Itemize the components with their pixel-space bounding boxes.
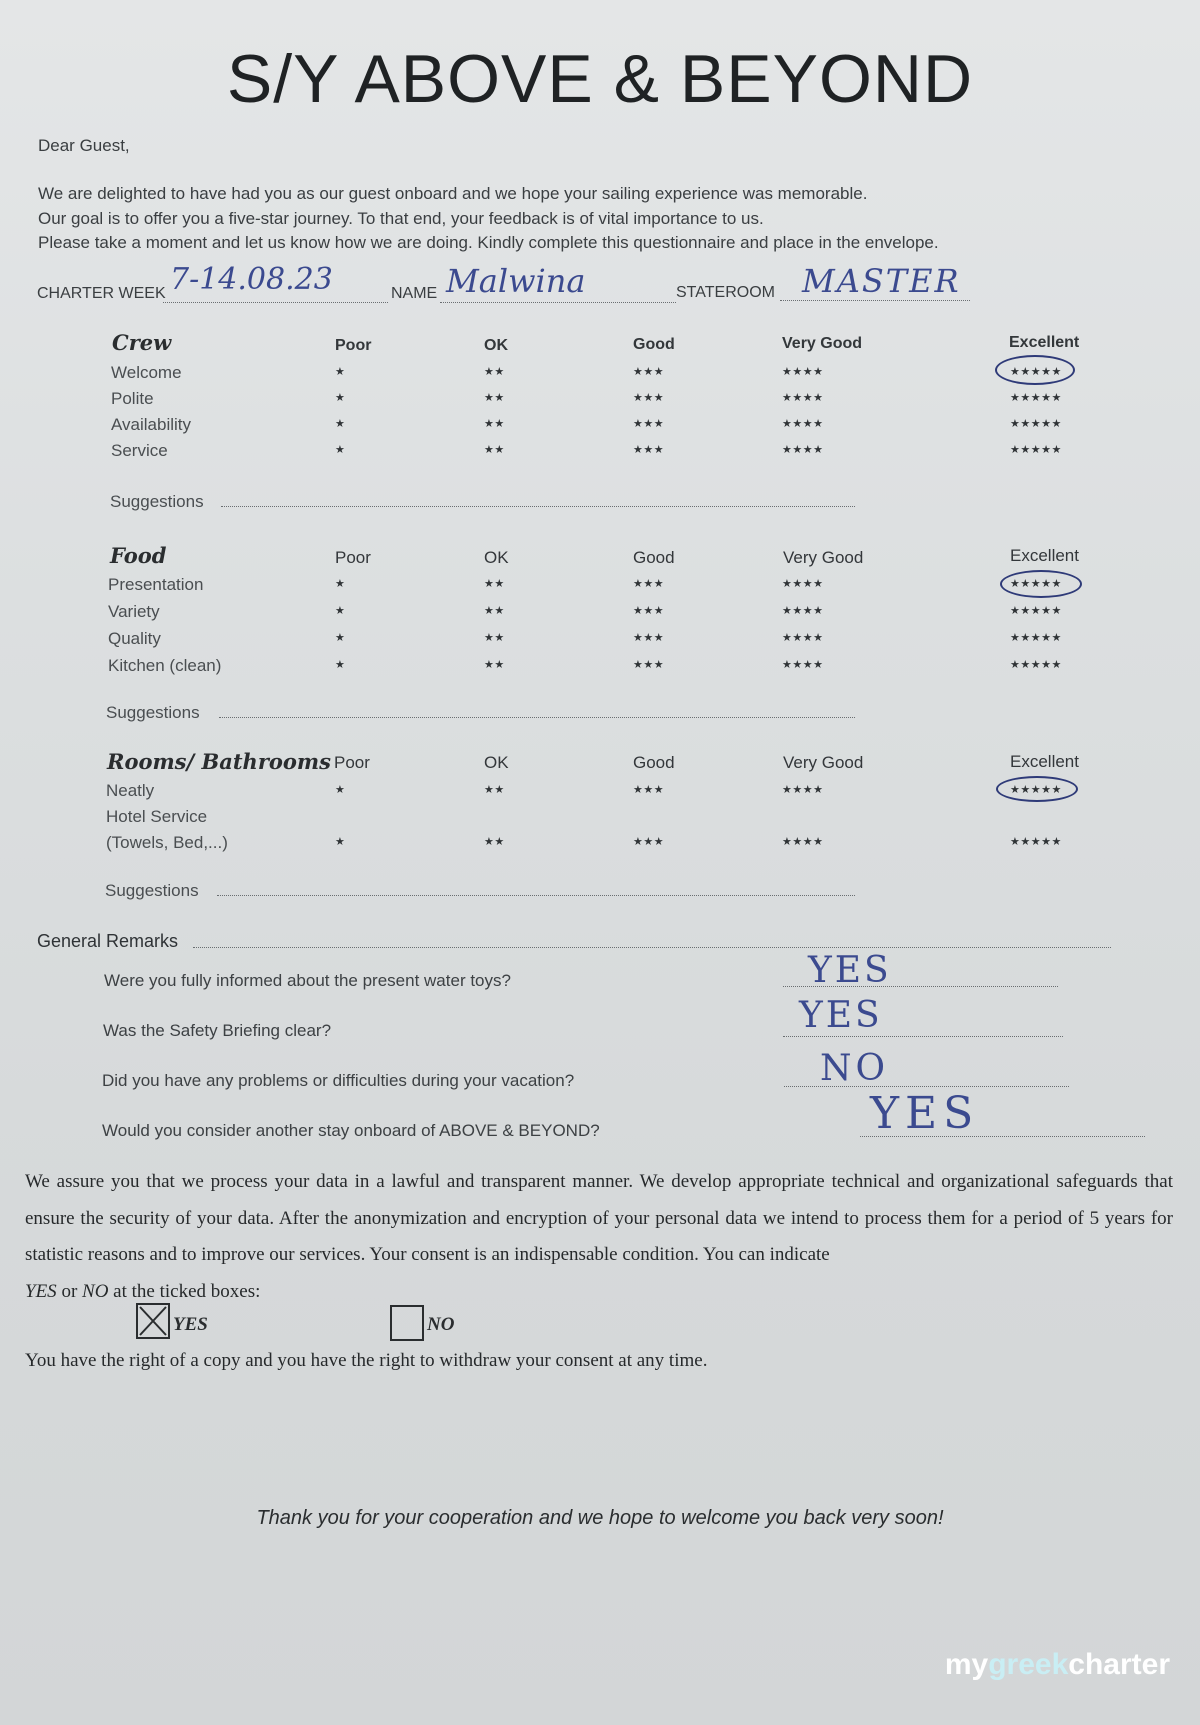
crew-star-option[interactable]: ★★★★★ (1010, 418, 1062, 430)
food-star-option[interactable]: ★ (335, 632, 346, 644)
general-remarks-line[interactable] (193, 947, 1111, 948)
watermark-part: greek (988, 1648, 1069, 1681)
rooms-col-ok: OK (484, 753, 509, 772)
document-title: S/Y ABOVE & BEYOND (226, 41, 974, 117)
intro-paragraph (38, 182, 939, 256)
crew-row-label: Welcome (111, 363, 182, 382)
food-star-option[interactable]: ★★★★ (782, 605, 824, 617)
food-star-option[interactable]: ★★★ (633, 578, 665, 590)
answer-line (783, 1036, 1063, 1037)
general-remarks-label: General Remarks (37, 931, 179, 951)
crew-star-option[interactable]: ★★ (484, 418, 505, 430)
food-col-poor: Poor (335, 548, 371, 567)
food-section-title: Food (110, 543, 167, 568)
privacy-yes-word: YES (25, 1280, 57, 1302)
crew-star-option[interactable]: ★★★★★ (1010, 444, 1062, 456)
rooms-col-good: Good (633, 753, 675, 772)
food-suggestions-line[interactable] (219, 717, 855, 718)
crew-section-title: Crew (112, 330, 172, 355)
watermark-part: my (944, 1648, 989, 1681)
crew-row-label: Polite (111, 389, 154, 408)
privacy-or-word: or (61, 1280, 78, 1302)
crew-star-option[interactable]: ★★★★ (782, 444, 824, 456)
crew-suggestions-label: Suggestions (110, 492, 204, 511)
question-text: Would you consider another stay onboard of ABOVE & BEYOND? (102, 1121, 600, 1140)
food-star-option[interactable]: ★★ (484, 632, 505, 644)
food-star-option[interactable]: ★★★★ (782, 632, 824, 644)
rooms-section-title: Rooms/ Bathrooms (107, 749, 331, 774)
privacy-no-word: NO (82, 1280, 109, 1302)
food-col-good: Good (633, 548, 675, 567)
rooms-row-label: Hotel Service (106, 807, 208, 826)
food-row-label: Quality (108, 629, 161, 648)
rooms-star-option[interactable]: ★★★ (633, 836, 665, 848)
rooms-suggestions-label: Suggestions (105, 881, 199, 900)
name-label: NAME (391, 285, 438, 302)
food-star-option[interactable]: ★ (335, 605, 346, 617)
stateroom-line (780, 300, 970, 301)
crew-star-option[interactable]: ★★★★★ (1010, 392, 1062, 404)
intro-line: We are delighted to have had you as our guest onboard and we hope your sailing experience was memorable. (38, 184, 868, 203)
crew-col-poor: Poor (335, 337, 372, 354)
food-row-label: Kitchen (clean) (108, 656, 222, 675)
answer-value[interactable]: NO (820, 1048, 890, 1089)
answer-value[interactable]: YES (799, 995, 883, 1036)
food-star-option[interactable]: ★★★★★ (1010, 605, 1062, 617)
rooms-star-option[interactable]: ★★★★ (782, 836, 824, 848)
crew-row-label: Service (111, 441, 168, 460)
privacy-tail: at the ticked boxes: (113, 1280, 261, 1302)
crew-col-ok: OK (484, 337, 508, 354)
question-text: Was the Safety Briefing clear? (103, 1021, 332, 1040)
crew-col-excellent: Excellent (1009, 334, 1080, 351)
rights-text: You have the right of a copy and you have the right to withdraw your consent at any time. (25, 1350, 708, 1371)
question-text: Did you have any problems or difficulties during your vacation? (102, 1071, 575, 1090)
rooms-suggestions-line[interactable] (217, 895, 855, 896)
crew-col-good: Good (633, 336, 675, 353)
privacy-paragraph (25, 1164, 1173, 1310)
food-star-option[interactable]: ★★★★ (782, 578, 824, 590)
consent-no-checkbox[interactable] (390, 1305, 424, 1341)
answer-value[interactable]: YES (808, 950, 892, 991)
crew-star-option[interactable]: ★★★★★ (1010, 366, 1062, 378)
rooms-row-label: (Towels, Bed,...) (106, 833, 228, 852)
rooms-star-option[interactable]: ★ (335, 784, 346, 796)
crew-star-option[interactable]: ★★★ (633, 444, 665, 456)
consent-yes-label: YES (173, 1314, 208, 1335)
crew-row-label: Availability (111, 415, 192, 434)
charter-week-line (163, 302, 388, 303)
crew-star-option[interactable]: ★★★ (633, 418, 665, 430)
crew-suggestions-line[interactable] (221, 506, 855, 507)
check-x-icon (138, 1305, 168, 1337)
rooms-star-option[interactable]: ★★★★★ (1010, 836, 1062, 848)
crew-star-option[interactable]: ★ (335, 392, 346, 404)
rooms-star-option[interactable]: ★★★★★ (1010, 784, 1062, 796)
crew-star-option[interactable]: ★★★ (633, 366, 665, 378)
food-star-option[interactable]: ★ (335, 659, 346, 671)
food-col-excellent: Excellent (1010, 546, 1079, 565)
crew-star-option[interactable]: ★★★ (633, 392, 665, 404)
food-star-option[interactable]: ★★★★★ (1010, 659, 1062, 671)
food-presentation-excellent-circle (1000, 570, 1082, 598)
food-star-option[interactable]: ★★ (484, 605, 505, 617)
food-star-option[interactable]: ★★★ (633, 632, 665, 644)
privacy-text: We assure you that we process your data in a lawful and transparent manner. We develop appropriate technical and organizational safeguards that ensure the security of your data. After the anonymization and encryption of your personal data we intend to process them for a period of 5 years for statistic reasons and to improve our services. Your consent is an indispensable condition. You can indicate (25, 1171, 1173, 1265)
answer-value[interactable]: YES (870, 1088, 980, 1139)
stateroom-value[interactable]: MASTER (802, 262, 961, 300)
food-row-label: Presentation (108, 575, 204, 594)
intro-line: Our goal is to offer you a five-star journey. To that end, your feedback is of vital importance to us. (38, 208, 764, 228)
rooms-col-very-good: Very Good (783, 753, 864, 772)
food-star-option[interactable]: ★★★★★ (1010, 578, 1062, 590)
rooms-col-excellent: Excellent (1010, 752, 1079, 771)
food-row-label: Variety (108, 602, 160, 621)
charter-week-label: CHARTER WEEK (37, 285, 166, 302)
food-col-ok: OK (484, 548, 509, 567)
food-star-option[interactable]: ★★★ (633, 659, 665, 671)
rooms-star-option[interactable]: ★ (335, 836, 346, 848)
food-star-option[interactable]: ★★★★★ (1010, 632, 1062, 644)
consent-no-label: NO (427, 1314, 455, 1335)
rooms-col-poor: Poor (334, 753, 370, 772)
crew-star-option[interactable]: ★★★★ (782, 366, 824, 378)
crew-col-very-good: Very Good (782, 335, 863, 352)
crew-star-option[interactable]: ★★ (484, 392, 505, 404)
rooms-star-option[interactable]: ★★★ (633, 784, 665, 796)
food-suggestions-label: Suggestions (106, 703, 200, 722)
name-value[interactable]: Malwina (446, 262, 586, 300)
food-col-very-good: Very Good (783, 548, 864, 567)
rooms-star-option[interactable]: ★★ (484, 784, 505, 796)
crew-star-option[interactable]: ★★★★ (782, 418, 824, 430)
name-line (440, 302, 676, 303)
crew-star-option[interactable]: ★★ (484, 444, 505, 456)
food-star-option[interactable]: ★ (335, 578, 346, 590)
crew-star-option[interactable]: ★ (335, 444, 346, 456)
crew-star-option[interactable]: ★ (335, 366, 346, 378)
crew-star-option[interactable]: ★ (335, 418, 346, 430)
rooms-row-label: Neatly (106, 781, 155, 800)
food-star-option[interactable]: ★★ (484, 659, 505, 671)
rooms-star-option[interactable]: ★★★★ (782, 784, 824, 796)
rooms-star-option[interactable]: ★★ (484, 836, 505, 848)
rooms-neatly-excellent-circle (996, 776, 1078, 802)
food-star-option[interactable]: ★★ (484, 578, 505, 590)
consent-yes-checkbox[interactable] (136, 1303, 170, 1339)
question-text: Were you fully informed about the present water toys? (104, 971, 511, 990)
salutation: Dear Guest, (38, 136, 130, 155)
thanks-message: Thank you for your cooperation and we hope to welcome you back very soon! (256, 1507, 944, 1529)
crew-star-option[interactable]: ★★ (484, 366, 505, 378)
food-star-option[interactable]: ★★★★ (782, 659, 824, 671)
intro-line: Please take a moment and let us know how we are doing. Kindly complete this questionnaire and place in the envelope. (38, 233, 939, 252)
food-star-option[interactable]: ★★★ (633, 605, 665, 617)
watermark-part: charter (1068, 1648, 1170, 1681)
crew-star-option[interactable]: ★★★★ (782, 392, 824, 404)
charter-week-value[interactable]: 7-14.08.23 (170, 262, 333, 297)
watermark-logo (945, 1648, 1170, 1682)
stateroom-label: STATEROOM (676, 284, 775, 301)
crew-welcome-excellent-circle (995, 355, 1075, 385)
